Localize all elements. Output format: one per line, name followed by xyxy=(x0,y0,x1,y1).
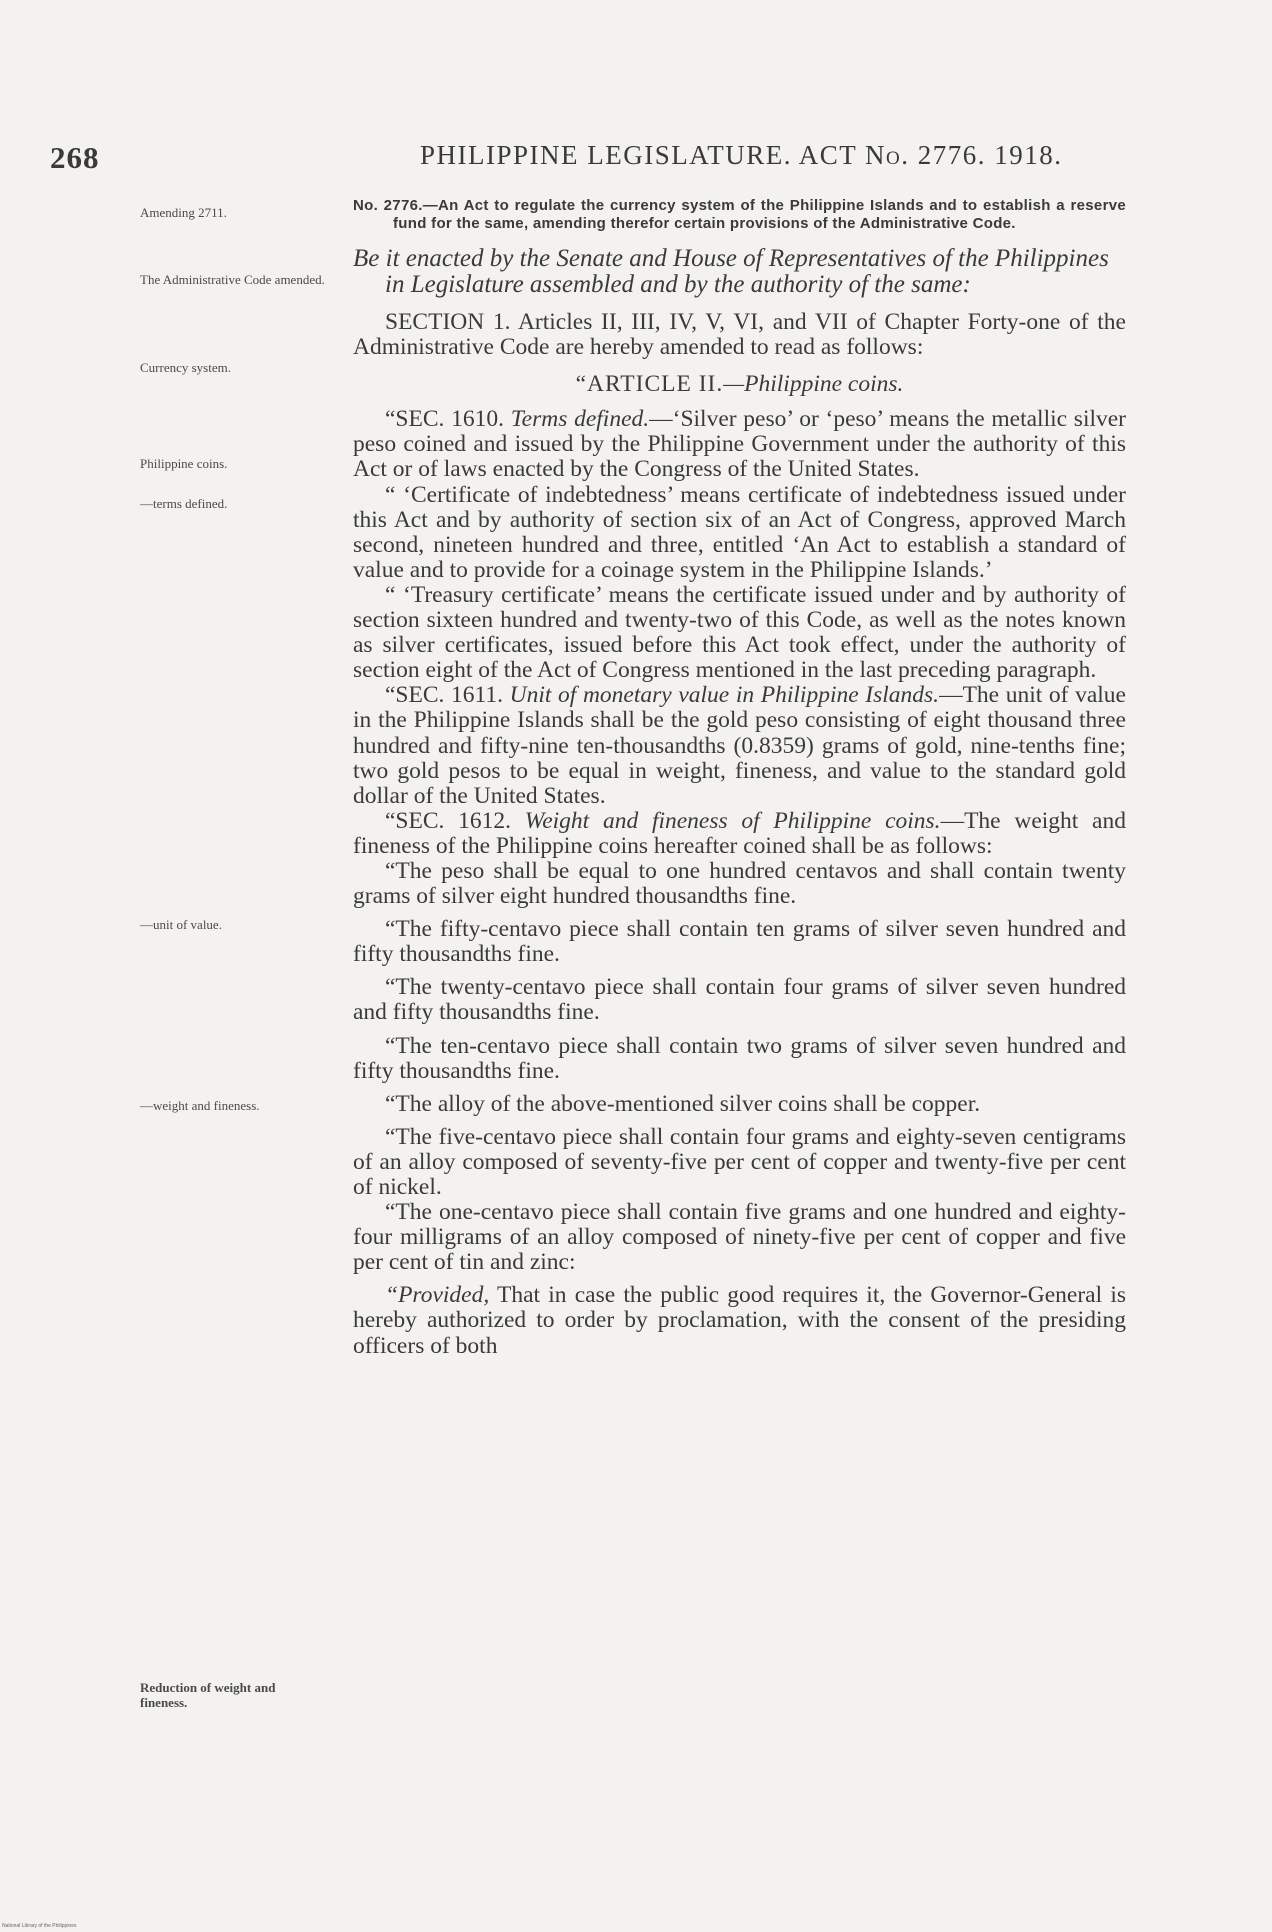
para-alloy: “The alloy of the above-mentioned silver coins shall be copper. xyxy=(385,1090,981,1117)
para-certificate: “ ‘Certificate of indebtedness’ means certificate of indebtedness issued under this Act and by authority of section six of an Act of Congress, approved March second, nineteen hundred and three, entitled ‘An Act to establish a standard of value and to provide for a coinage system in the Philippine Islands.’ xyxy=(353,481,1126,583)
section-1 xyxy=(353,310,1126,360)
sec-1612-text: —The weight and fineness of the Philippine coins hereafter coined shall be as follows: xyxy=(353,807,1126,859)
para-twenty-centavo: “The twenty-centavo piece shall contain four grams of silver seven hundred and fifty thousandths fine. xyxy=(353,974,1126,1026)
scan-source-line: National Library of the Philippines xyxy=(2,1923,77,1929)
section-1-text: Articles II, III, IV, V, VI, and VII of Chapter Forty-one of the Administrative Code are hereby amended to read as follows: xyxy=(353,309,1126,361)
para-five-centavo: “The five-centavo piece shall contain four grams and eighty-seven centigrams of an alloy composed of seventy-five per cent of copper and twenty-five per cent of nickel. xyxy=(353,1123,1126,1200)
para-one-centavo: “The one-centavo piece shall contain five grams and one hundred and eighty-four milligrams of an alloy composed of ninety-five per cent of copper and five per cent of tin and zinc: xyxy=(353,1199,1126,1276)
margin-note-terms: —terms defined. xyxy=(140,496,228,511)
margin-note-weight: —weight and fineness. xyxy=(140,1098,260,1113)
article-heading xyxy=(353,372,1126,397)
sec-1612-heading: Weight and fineness of Philippine coins. xyxy=(524,807,941,834)
margin-note-currency: Currency system. xyxy=(140,360,231,375)
section-1-label: SECTION 1. xyxy=(385,309,511,335)
margin-note-reduction: Reduction of weight and fineness. xyxy=(140,1680,276,1710)
body-text xyxy=(353,197,1126,1359)
article-title: —Philippine coins. xyxy=(723,371,904,398)
sec-1611-heading: Unit of monetary value in Philippine Islands. xyxy=(509,682,940,709)
sec-1611 xyxy=(353,683,1126,808)
margin-note-amending: Amending 2711. xyxy=(140,205,227,220)
article-prefix: “ARTICLE II. xyxy=(575,371,724,398)
page-number: 268 xyxy=(50,140,100,175)
para-fifty-centavo: “The fifty-centavo piece shall contain ten grams of silver seven hundred and fifty thousandths fine. xyxy=(353,916,1126,968)
margin-note-coins: Philippine coins. xyxy=(140,456,228,471)
provided-text: That in case the public good requires it, the Governor-General is hereby authorized to order by proclamation, with the consent of the presiding officers of both xyxy=(353,1282,1126,1359)
para-treasury: “ ‘Treasury certificate’ means the certificate issued under and by authority of section sixteen hundred and twenty-two of this Code, as well as the notes known as silver certificates, issued before this Act took effect, under the authority of section eight of the Act of Congress mentioned in the last preceding paragraph. xyxy=(353,581,1126,684)
sec-1610-heading: Terms defined. xyxy=(510,406,650,433)
para-provided xyxy=(353,1283,1126,1358)
enacting-clause: Be it enacted by the Senate and House of Representatives of the Philippines in Legislature assembled and by the authority of the same: xyxy=(353,245,1109,298)
sec-1610-text: —‘Silver peso’ or ‘peso’ means the metallic silver peso coined and issued by the Philippine Government under the authority of this Act or of laws enacted by the Congress of the United States. xyxy=(353,406,1127,483)
sec-1612-label: “SEC. 1612. xyxy=(385,807,512,834)
provided-word: “Provided, xyxy=(385,1282,490,1309)
para-peso: “The peso shall be equal to one hundred centavos and shall contain twenty grams of silver eight hundred thousandths fine. xyxy=(353,857,1126,910)
margin-note-unit: —unit of value. xyxy=(140,917,222,932)
running-head: PHILIPPINE LEGISLATURE. ACT No. 2776. 1918. xyxy=(420,140,1063,170)
sec-1611-label: “SEC. 1611. xyxy=(385,682,504,709)
sec-1610 xyxy=(353,407,1126,482)
sec-1612 xyxy=(353,809,1126,859)
sec-1610-label: “SEC. 1610. xyxy=(385,406,505,433)
act-title: No. 2776.—An Act to regulate the currency system of the Philippine Islands and to establish a reserve fund for the same, amending therefor certain provisions of the Administrative Code. xyxy=(353,197,1126,232)
sec-1611-text: —The unit of value in the Philippine Islands shall be the gold peso consisting of eight thousand three hundred and fifty-nine ten-thousandths (0.8359) grams of gold, nine-tenths fine; two gold pesos to be equal in weight, fineness, and value to the standard gold dollar of the United States. xyxy=(353,682,1126,809)
margin-note-admin-code: The Administrative Code amended. xyxy=(140,272,325,287)
para-ten-centavo: “The ten-centavo piece shall contain two grams of silver seven hundred and fifty thousandths fine. xyxy=(353,1032,1126,1084)
